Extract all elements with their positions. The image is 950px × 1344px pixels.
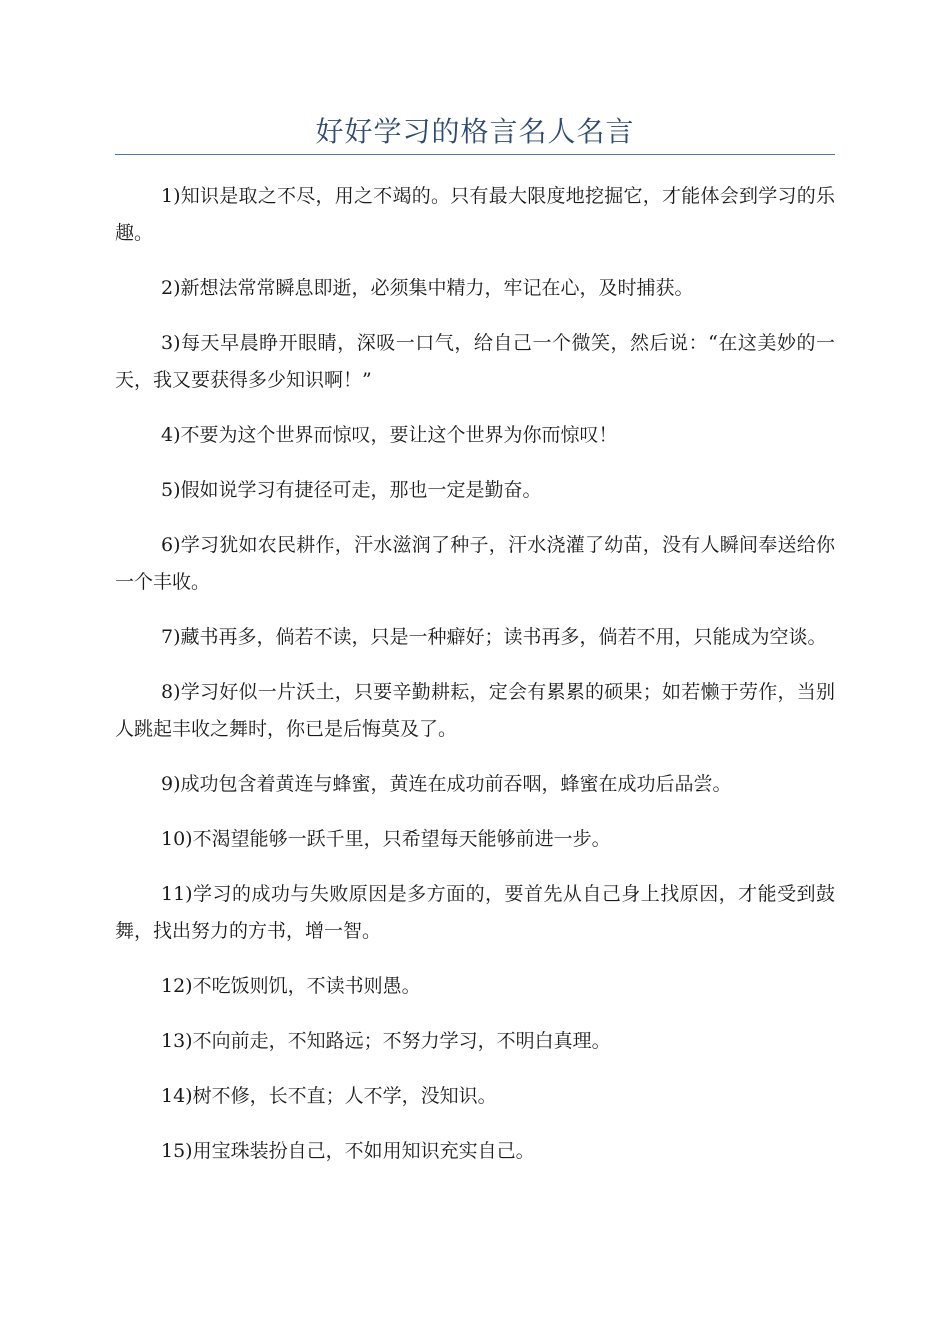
quote-item: 8)学习好似一片沃土，只要辛勤耕耘，定会有累累的硕果；如若懒于劳作，当别人跳起丰收之舞时，你已是后悔莫及了。 [115, 681, 835, 740]
quote-item: 2)新想法常常瞬息即逝，必须集中精力，牢记在心，及时捕获。 [161, 277, 694, 299]
quote-item: 12)不吃饭则饥，不读书则愚。 [161, 975, 421, 997]
quote-item: 9)成功包含着黄连与蜂蜜，黄连在成功前吞咽，蜂蜜在成功后品尝。 [161, 773, 732, 795]
quote-item: 15)用宝珠装扮自己，不如用知识充实自己。 [161, 1140, 535, 1162]
quote-item: 3)每天早晨睁开眼睛，深吸一口气，给自己一个微笑，然后说：“在这美妙的一天，我又要获得多少知识啊！” [115, 332, 835, 391]
quote-item: 6)学习犹如农民耕作，汗水滋润了种子，汗水浇灌了幼苗，没有人瞬间奉送给你一个丰收。 [115, 534, 835, 593]
quote-item: 7)藏书再多，倘若不读，只是一种癖好；读书再多，倘若不用，只能成为空谈。 [161, 626, 827, 648]
quote-item: 11)学习的成功与失败原因是多方面的，要首先从自己身上找原因，才能受到鼓舞，找出努力的方书，增一智。 [115, 883, 835, 942]
quote-list [115, 178, 835, 1188]
quote-item: 4)不要为这个世界而惊叹，要让这个世界为你而惊叹！ [161, 424, 618, 446]
quote-item: 13)不向前走，不知路远；不努力学习，不明白真理。 [161, 1030, 611, 1052]
title-underline [115, 154, 835, 155]
quote-item: 10)不渴望能够一跃千里，只希望每天能够前进一步。 [161, 828, 611, 850]
quote-item: 1)知识是取之不尽，用之不竭的。只有最大限度地挖掘它，才能体会到学习的乐趣。 [115, 185, 835, 244]
quote-item: 5)假如说学习有捷径可走，那也一定是勤奋。 [161, 479, 542, 501]
quote-item: 14)树不修，长不直；人不学，没知识。 [161, 1085, 497, 1107]
page-title: 好好学习的格言名人名言 [315, 115, 635, 148]
